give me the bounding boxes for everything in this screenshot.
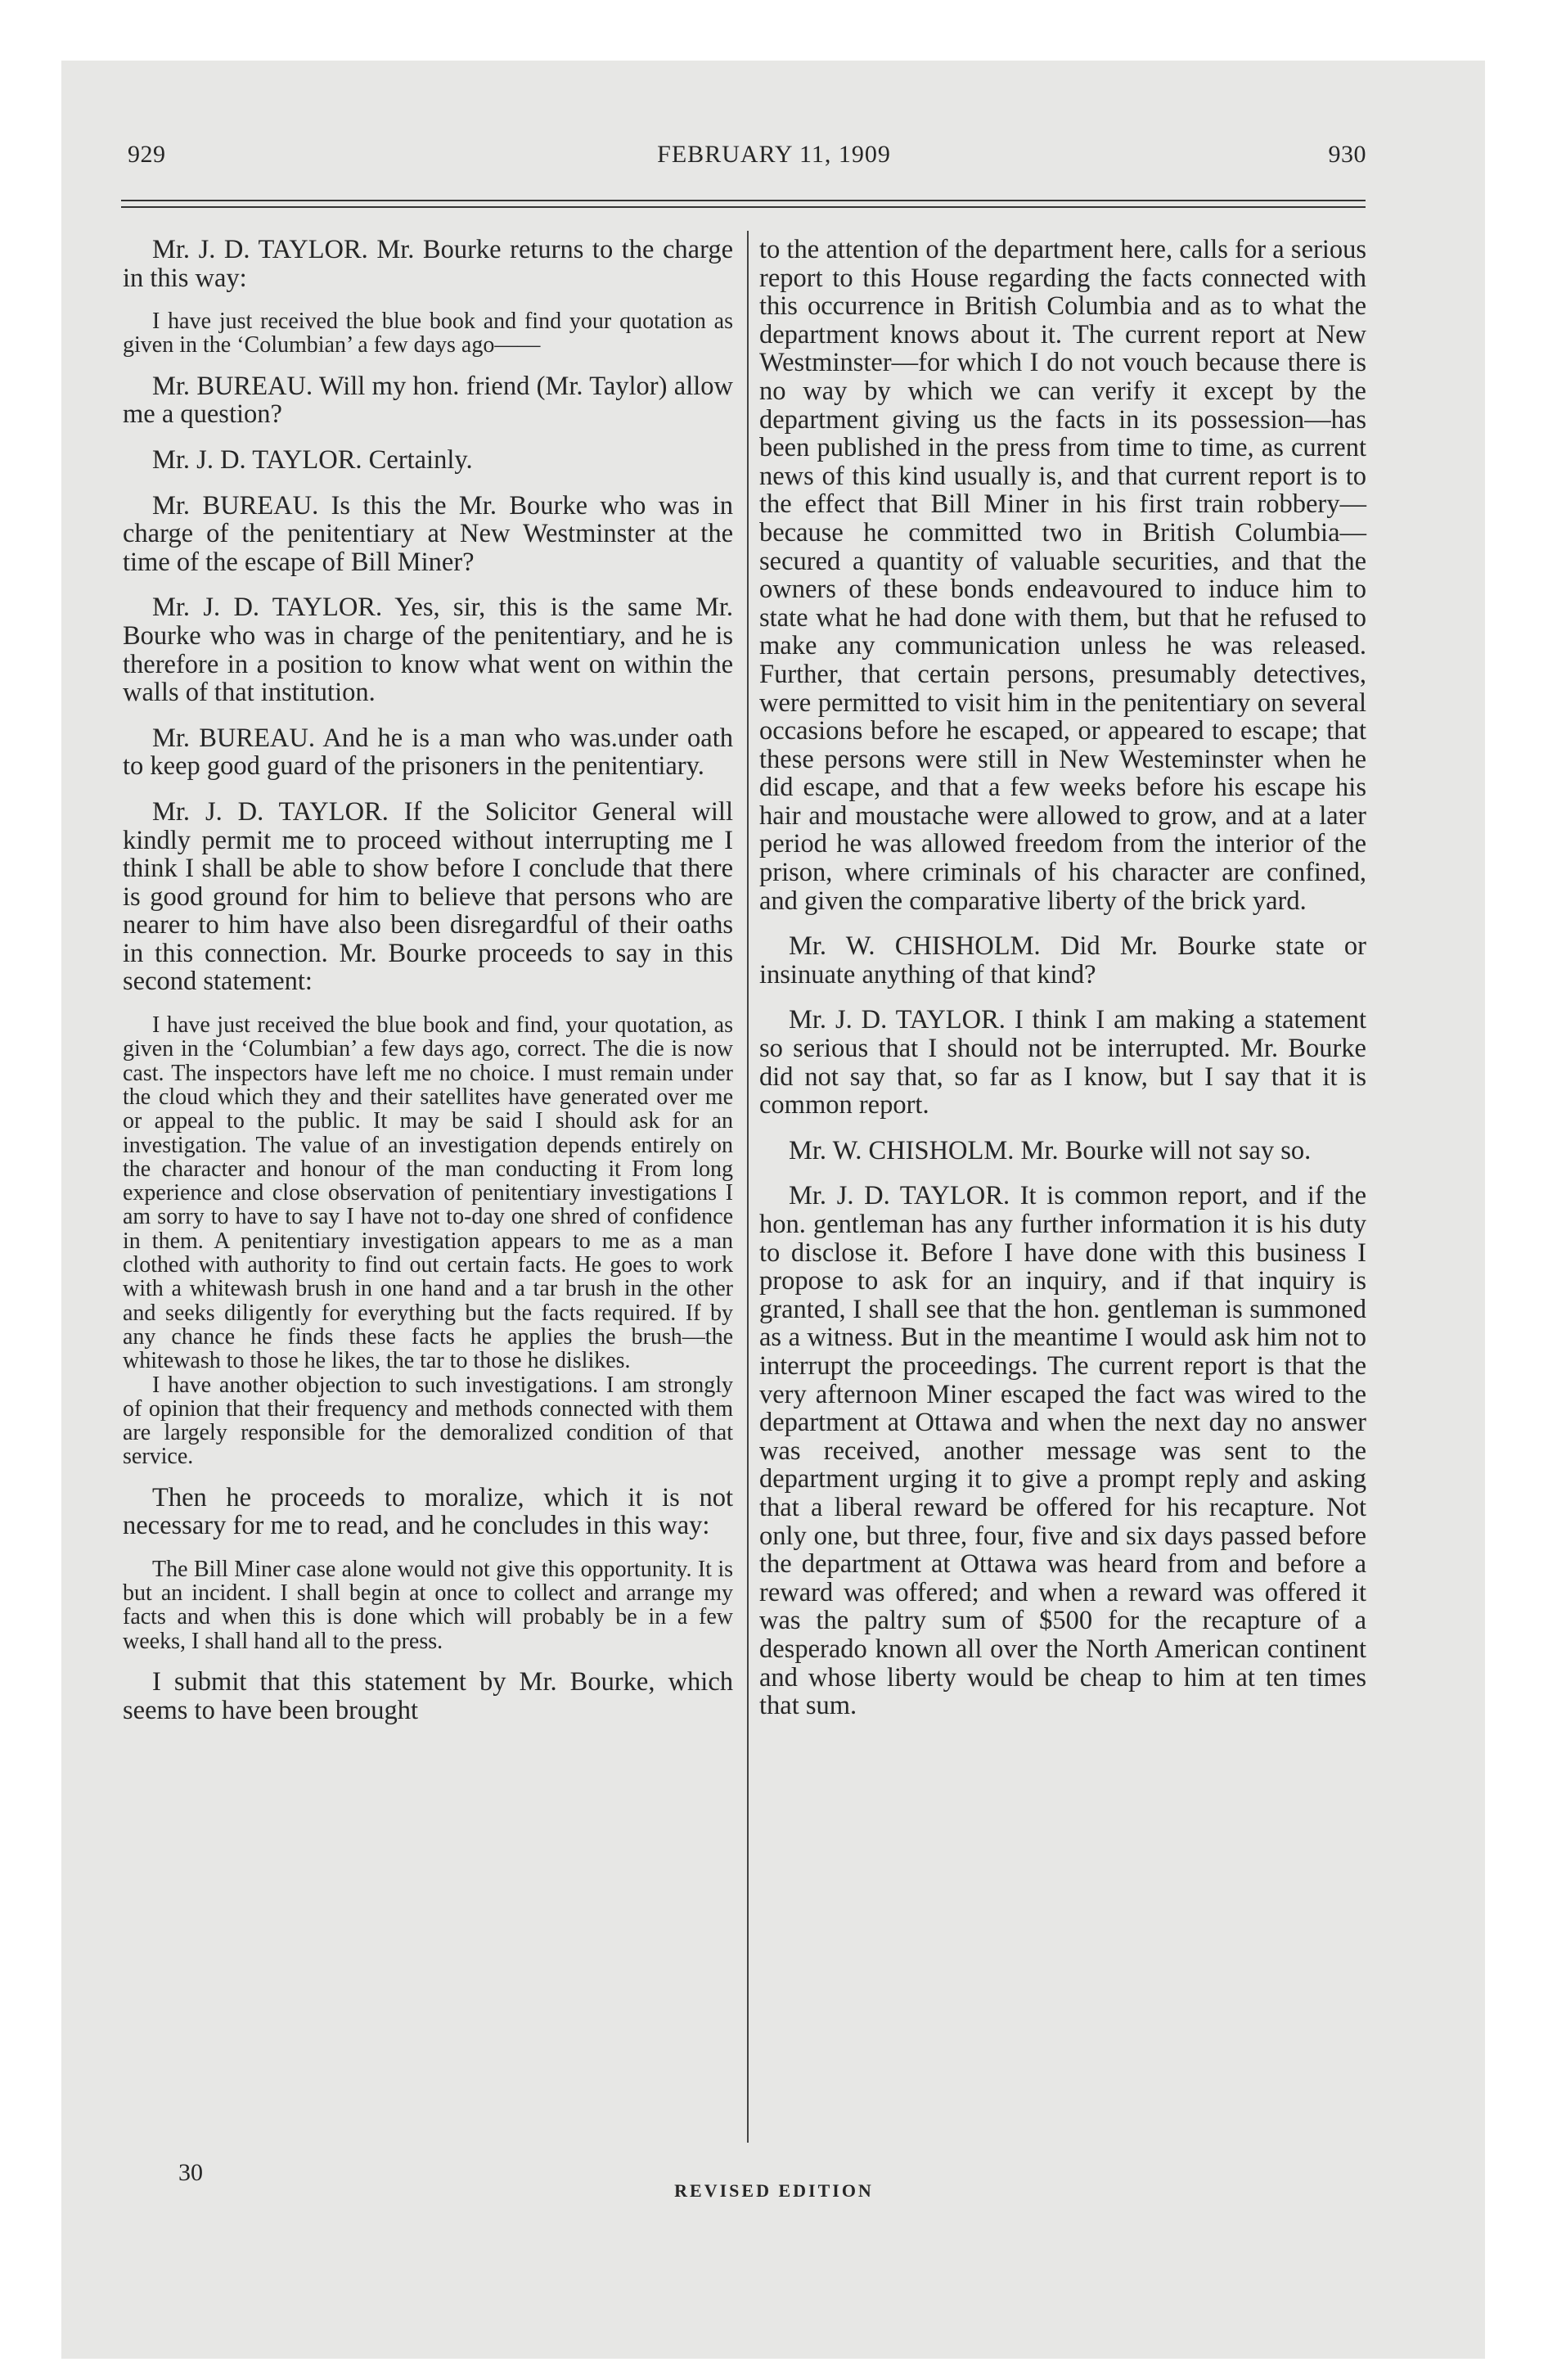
quoted-paragraph: I have just received the blue book and find, your quotation, as given in the ‘Columbian’ a few days ago, correct. The die is now cast. The inspectors have left me no choice. I must remain under the cloud which they and their satellites have generated over me or appeal to the public. It may be said I should ask for an investigation. The value of an investigation depends entirely on the character and honour of the man conducting it From long experience and close observation of penitentiary investigations I am sorry to have to say I have not to-day one shred of confidence in them. A penitentiary investigation appears to me as a man clothed with authority to find out certain facts. He goes to work with a whitewash brush in one hand and a tar brush in the other and seeks diligently for everything but the facts required. If by any chance he finds these facts he applies the brush—the whitewash to those he likes, the tar to those he dislikes. [123,1012,733,1374]
column-divider [747,231,749,2143]
paragraph: Then he proceeds to moralize, which it is not necessary for me to read, and he concludes in this way: [123,1482,733,1541]
left-column [123,236,733,1742]
paragraph: Mr. W. CHISHOLM. Did Mr. Bourke state or insinuate anything of that kind? [759,931,1366,989]
paragraph: Mr. BUREAU. Will my hon. friend (Mr. Taylor) allow me a question? [123,371,733,430]
paragraph: Mr. J. D. TAYLOR. Mr. Bourke returns to the charge in this way: [123,235,733,293]
quoted-paragraph: I have another objection to such investigations. I am strongly of opinion that their frequency and methods connected with them are largely responsible for the demoralized condition of that service. [123,1372,733,1470]
paragraph: Mr. J. D. TAYLOR. Yes, sir, this is the same Mr. Bourke who was in charge of the penitentiary, and he is therefore in a position to know what went on within the walls of that institution. [123,593,733,708]
header-rule-top [121,200,1366,201]
paragraph: Mr. J. D. TAYLOR. I think I am making a statement so serious that I should not be interrupted. Mr. Bourke did not say that, so far as I know, but I say that it is common report. [759,1005,1366,1120]
header-rule-bottom [121,206,1366,208]
page-number-right: 930 [1328,141,1366,168]
paragraph: Mr. BUREAU. And he is a man who was.under oath to keep good guard of the prisoners in the penitentiary. [123,723,733,782]
paragraph: Mr. BUREAU. Is this the Mr. Bourke who was in charge of the penitentiary at New Westminster at the time of the escape of Bill Miner? [123,490,733,577]
paragraph: Mr. J. D. TAYLOR. It is common report, and if the hon. gentleman has any further information it is his duty to disclose it. Before I have done with this business I propose to ask for an inquiry, and if that inquiry is granted, I shall see that the hon. gentleman is summoned as a witness. But in the meantime I would ask him not to interrupt the proceedings. The current report is that the very afternoon Miner escaped the fact was wired to the department at Ottawa and when the next day no answer was received, another message was sent to the department urging it to give a prompt reply and asking that a liberal reward be offered for his recapture. Not only one, but three, four, five and six days passed before the department at Ottawa was heard from and before a reward was offered; and when a reward was offered it was the paltry sum of $500 for the recapture of a desperado known all over the North American continent and whose liberty would be cheap to him at ten times that sum. [759,1181,1366,1721]
paragraph: Mr. J. D. TAYLOR. Certainly. [152,444,473,475]
page-number-left: 929 [128,141,166,168]
paragraph: to the attention of the department here, calls for a serious report to this House regarding the facts connected with this occurrence in British Columbia and as to what the department knows about it. The current report at New Westminster—for which I do not vouch because there is no way by which we can verify it except by the department giving us the facts in its possession—has been published in the press from time to time, as current news of this kind usually is, and that current report is to the effect that Bill Miner in his first train robbery—because he committed two in British Columbia—secured a quantity of valuable securities, and that the owners of these bonds endeavoured to induce him to state what he had done with them, but that he refused to make any communication unless he was released. Further, that certain persons, presumably detectives, were permitted to visit him in the penitentiary on several occasions before he escaped, or appeared to escape; that these persons were still in New Westeminster when he did escape, and that a few weeks before his escape his hair and moustache were allowed to grow, and at a later period he was allowed freedom from the interior of the prison, where criminals of his character are confined, and given the comparative liberty of the brick yard. [759,235,1366,916]
quoted-paragraph: The Bill Miner case alone would not give this opportunity. It is but an incident. I shall begin at once to collect and arrange my facts and when this is done which will probably be in a few weeks, I shall hand all to the press. [123,1556,733,1654]
page-date-title: FEBRUARY 11, 1909 [657,141,891,168]
paragraph: Mr. J. D. TAYLOR. If the Solicitor General will kindly permit me to proceed without interrupting me I think I shall be able to show before I conclude that there is good ground for him to believe that persons who are nearer to him have also been disregardful of their oaths in this connection. Mr. Bourke proceeds to say in this second statement: [123,796,733,997]
signature-number: 30 [178,2159,203,2186]
edition-label: REVISED EDITION [674,2180,874,2201]
quoted-paragraph: I have just received the blue book and find your quotation as given in the ‘Columbian’ a few days ago—— [123,309,733,358]
paragraph: I submit that this statement by Mr. Bourke, which seems to have been brought [123,1667,733,1725]
paragraph: Mr. W. CHISHOLM. Mr. Bourke will not say so. [789,1135,1312,1165]
right-column [759,236,1366,1738]
